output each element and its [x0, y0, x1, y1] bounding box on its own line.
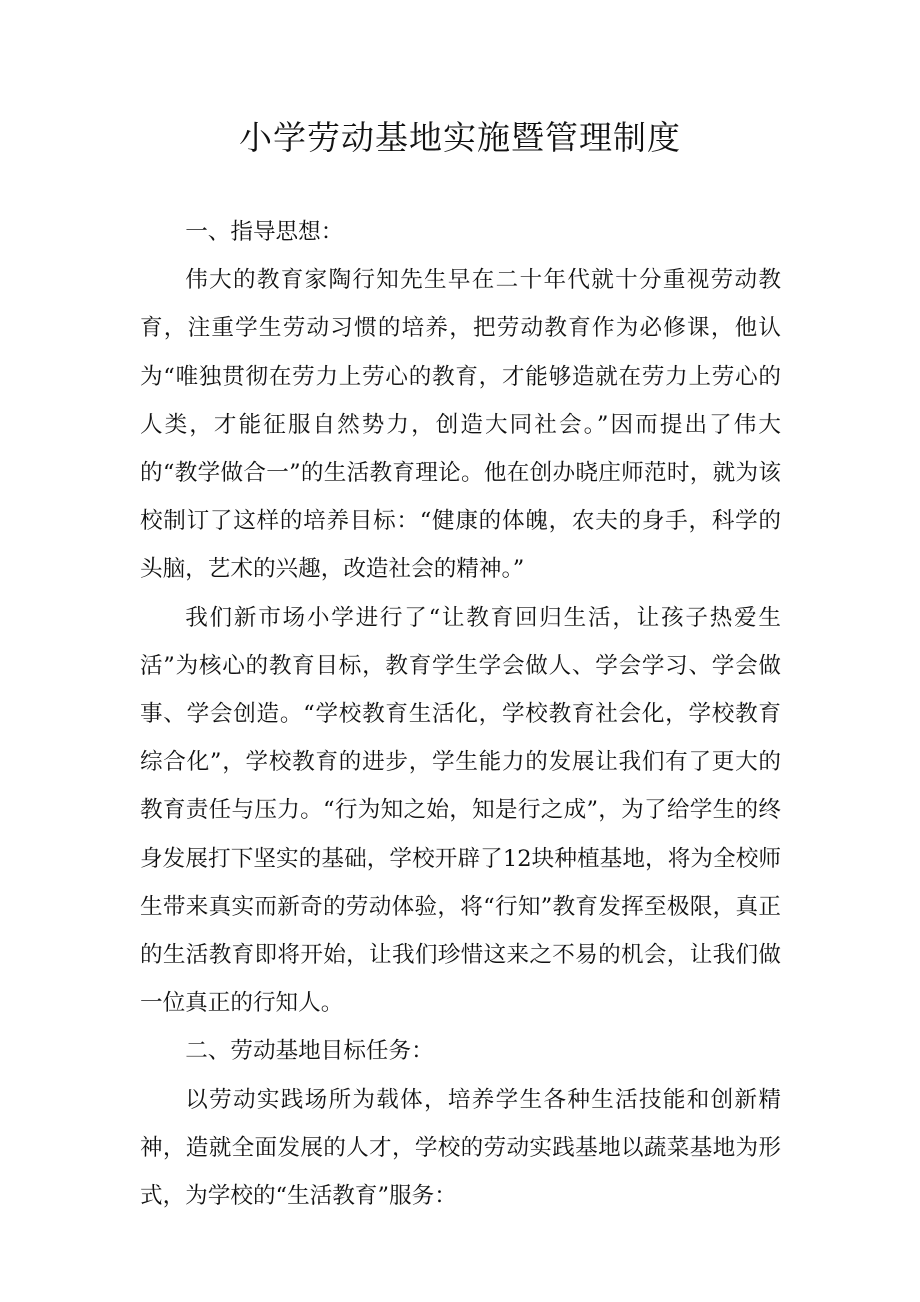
- document-body: [140, 208, 781, 1220]
- paragraph-base-carrier: 以劳动实践场所为载体，培养学生各种生活技能和创新精神，造就全面发展的人才，学校的劳动实践基地以蔬菜基地为形式，为学校的“生活教育”服务：: [140, 1086, 781, 1210]
- section-heading-base-objectives: 二、劳动基地目标任务：: [185, 1038, 434, 1065]
- section-heading-guiding-ideology: 一、指导思想：: [185, 219, 344, 245]
- paragraph-school-goals: 我们新市场小学进行了“让教育回归生活，让孩子热爱生活”为核心的教育目标，教育学生学会做人、学会学习、学会做事、学会创造。“学校教育生活化，学校教育社会化，学校教育综合化”，学校教育的进步，学生能力的发展让我们有了更大的教育责任与压力。“行为知之始，知是行之成”，为了给学生的终身发展打下坚实的基础，学校开辟了12块种植基地，将为全校师生带来真实而新奇的劳动体验，将“行知”教育发挥至极限，真正的生活教育即将开始，让我们珍惜这来之不易的机会，让我们做一位真正的行知人。: [140, 604, 781, 1017]
- document-title: 小学劳动基地实施暨管理制度: [239, 118, 681, 157]
- paragraph-tao-xingzhi: 伟大的教育家陶行知先生早在二十年代就十分重视劳动教育，注重学生劳动习惯的培养，把劳动教育作为必修课，他认为“唯独贯彻在劳力上劳心的教育，才能够造就在劳力上劳心的人类，才能征服自然势力，创造大同社会。”因而提出了伟大的“教学做合一”的生活教育理论。他在创办晓庄师范时，就为该校制订了这样的培养目标：“健康的体魄，农夫的身手，科学的头脑，艺术的兴趣，改造社会的精神。”: [140, 267, 781, 583]
